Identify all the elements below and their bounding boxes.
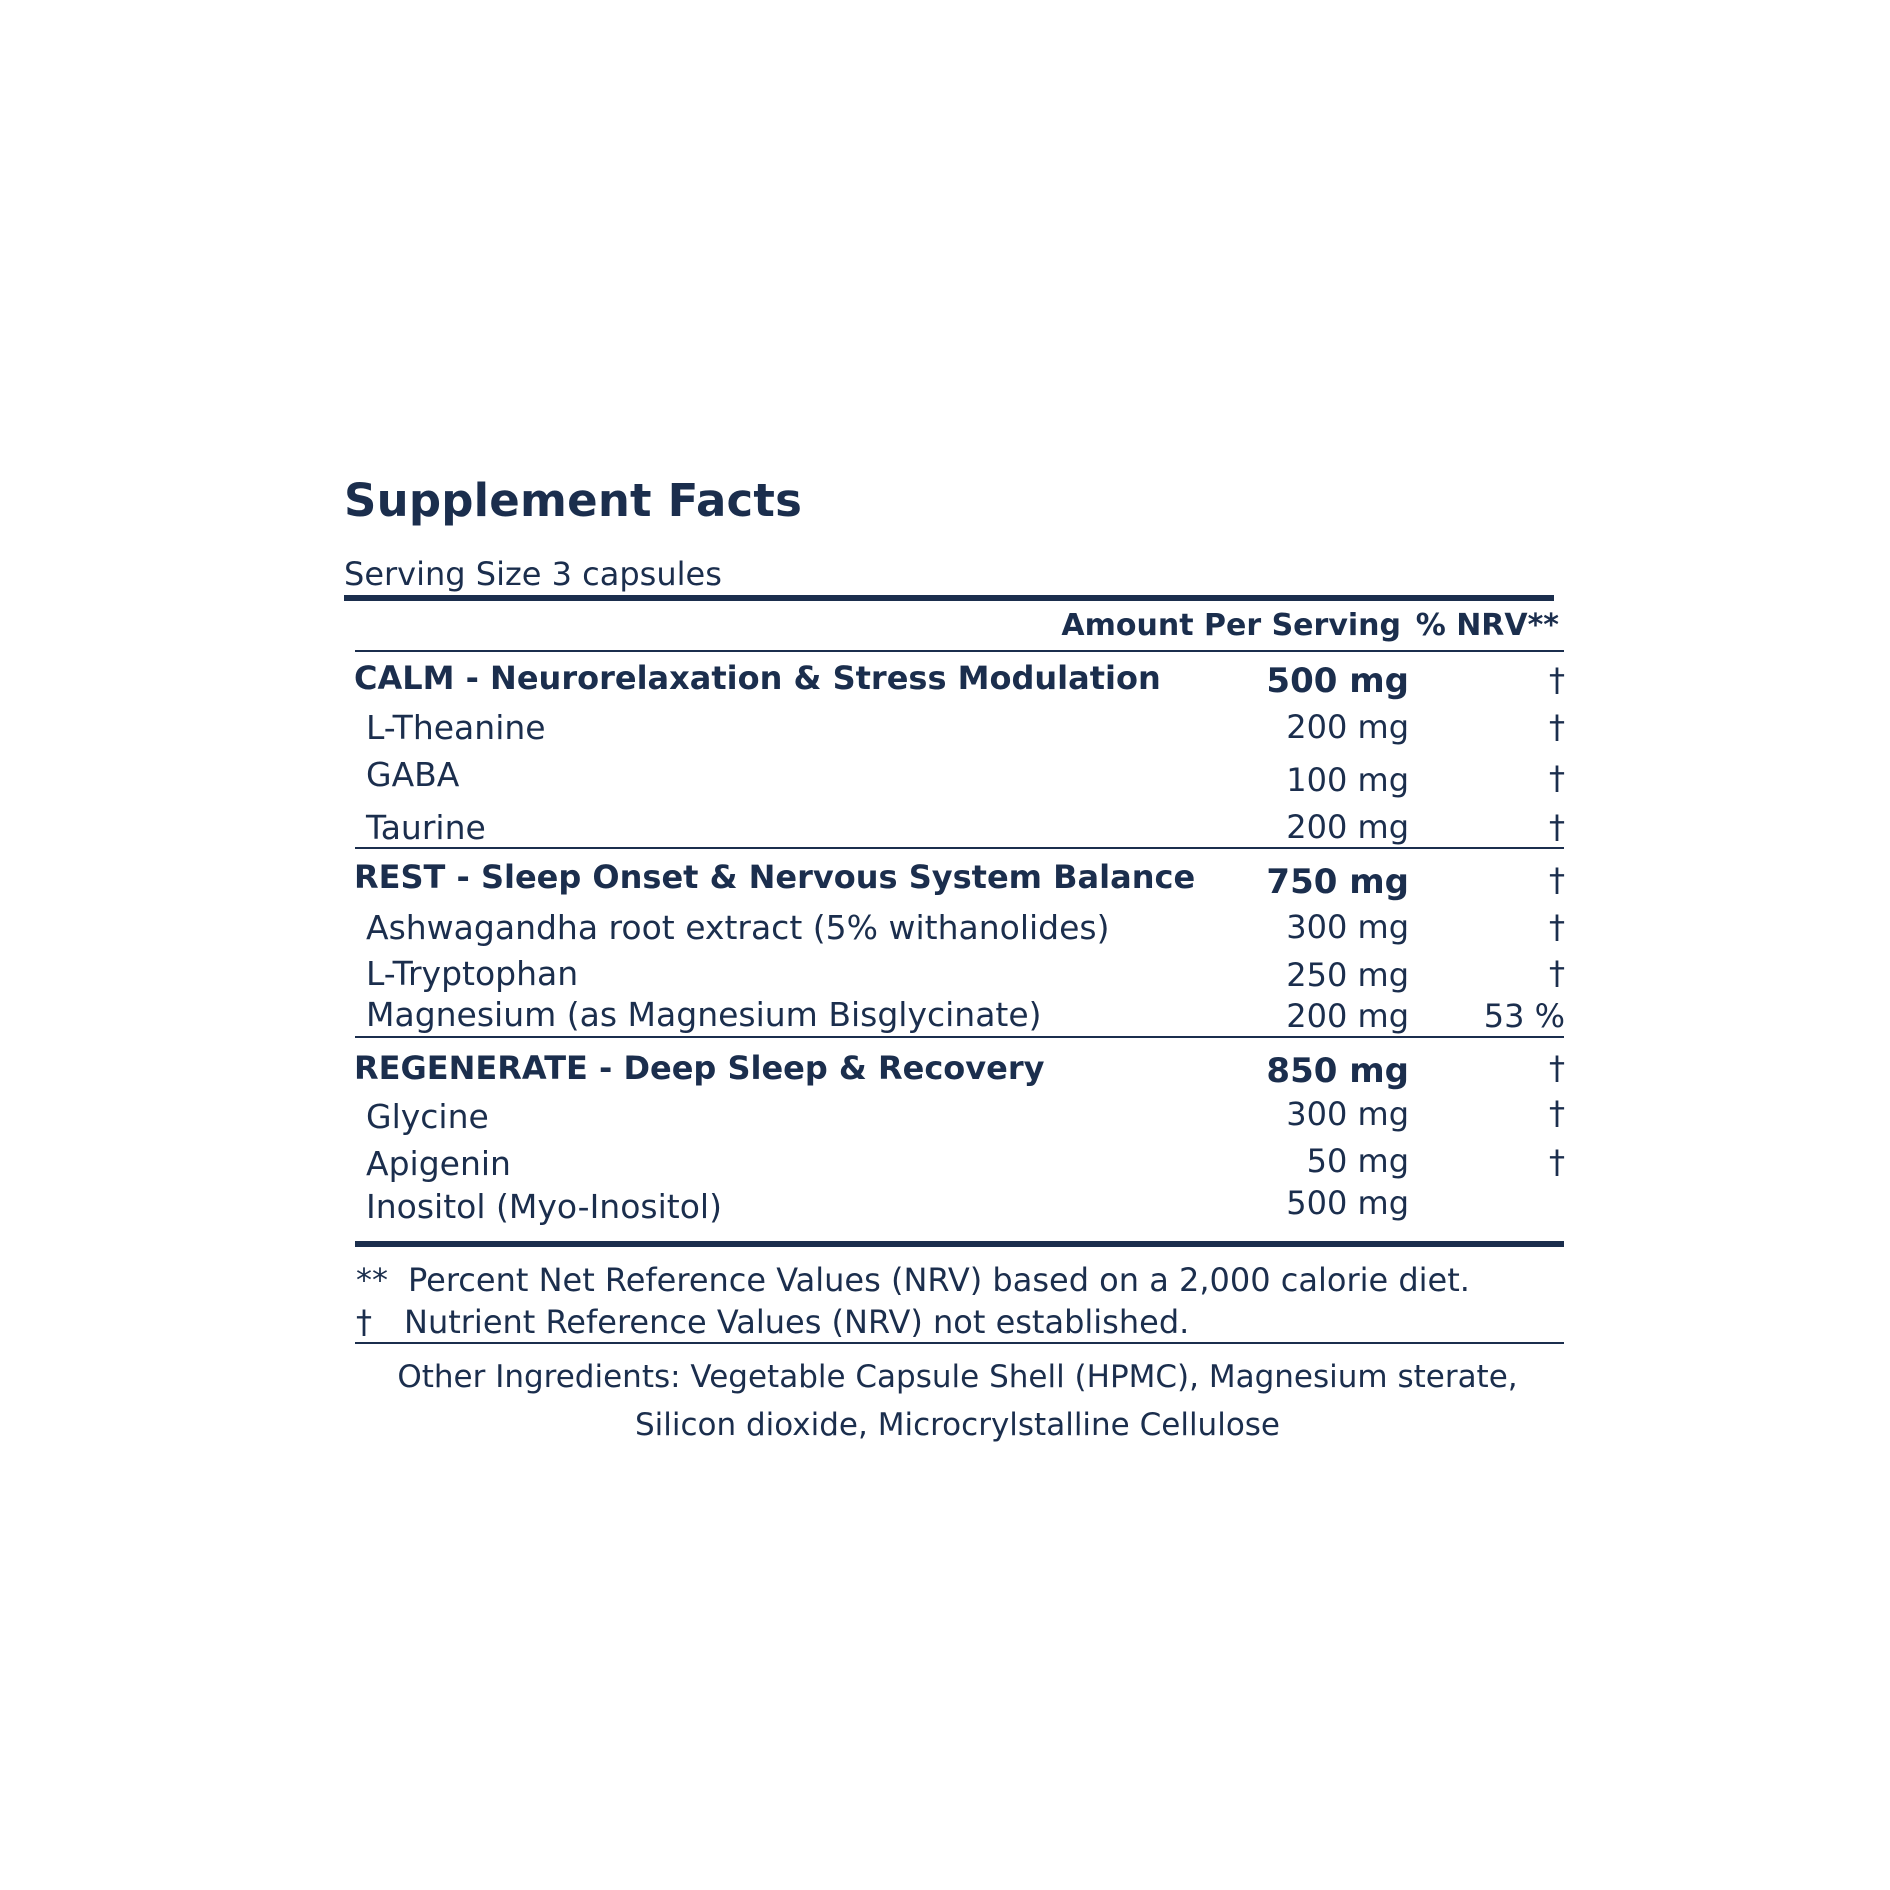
footnote-rule	[355, 1342, 1564, 1344]
ingredient-amount: 50 mg	[1306, 1142, 1409, 1180]
other-ingredients-line-1: Other Ingredients: Vegetable Capsule Shell (HPMC), Magnesium sterate,	[397, 1359, 1518, 1395]
ingredient-name: L-Tryptophan	[366, 954, 579, 993]
top-thick-rule	[344, 595, 1554, 601]
ingredient-amount: 250 mg	[1286, 956, 1409, 994]
amount-per-serving-header: Amount Per Serving	[1061, 608, 1401, 643]
ingredient-amount: 200 mg	[1286, 708, 1409, 746]
ingredient-nrv: †	[1549, 808, 1565, 846]
header-rule	[355, 650, 1564, 652]
nrv-header: % NRV**	[1415, 608, 1559, 643]
ingredient-amount: 200 mg	[1286, 997, 1409, 1035]
group-nrv: †	[1549, 1049, 1565, 1087]
ingredient-amount: 300 mg	[1286, 908, 1409, 946]
group-nrv: †	[1549, 861, 1565, 899]
footnote-mark: †	[356, 1303, 372, 1341]
group-name: REST - Sleep Onset & Nervous System Balance	[354, 858, 1196, 896]
footnote-text: Percent Net Reference Values (NRV) based on a 2,000 calorie diet.	[408, 1261, 1470, 1299]
group-divider	[355, 847, 1564, 849]
ingredient-amount: 100 mg	[1286, 761, 1409, 799]
footnote-text: Nutrient Reference Values (NRV) not established.	[404, 1303, 1190, 1341]
ingredient-nrv: 53 %	[1483, 997, 1565, 1035]
bottom-thick-rule	[355, 1241, 1564, 1247]
ingredient-nrv: †	[1549, 908, 1565, 946]
footnote-not-established	[356, 1303, 1190, 1341]
ingredient-nrv: †	[1549, 1143, 1565, 1181]
group-amount: 750 mg	[1266, 862, 1409, 902]
group-name: CALM - Neurorelaxation & Stress Modulation	[354, 659, 1161, 697]
ingredient-name: L-Theanine	[366, 708, 546, 747]
ingredient-name: Ashwagandha root extract (5% withanolides)	[366, 908, 1110, 947]
ingredient-name: Glycine	[366, 1097, 489, 1136]
group-nrv: †	[1549, 661, 1565, 699]
ingredient-name: GABA	[366, 755, 460, 794]
ingredient-nrv: †	[1549, 1094, 1565, 1132]
ingredient-name: Inositol (Myo-Inositol)	[366, 1187, 722, 1226]
group-amount: 500 mg	[1266, 661, 1409, 701]
footnote-nrv-basis	[356, 1261, 1470, 1299]
other-ingredients-line-2: Silicon dioxide, Microcrylstalline Cellulose	[634, 1407, 1281, 1443]
serving-size: Serving Size 3 capsules	[344, 555, 722, 593]
ingredient-amount: 500 mg	[1286, 1184, 1409, 1222]
ingredient-amount: 200 mg	[1286, 808, 1409, 846]
group-name: REGENERATE - Deep Sleep & Recovery	[354, 1049, 1045, 1087]
ingredient-name: Apigenin	[366, 1144, 511, 1183]
panel-title: Supplement Facts	[344, 474, 803, 527]
ingredient-name: Magnesium (as Magnesium Bisglycinate)	[366, 995, 1042, 1034]
footnote-mark: **	[356, 1261, 388, 1299]
group-amount: 850 mg	[1266, 1051, 1409, 1091]
ingredient-nrv: †	[1549, 759, 1565, 797]
ingredient-nrv: †	[1549, 708, 1565, 746]
ingredient-nrv: †	[1549, 954, 1565, 992]
ingredient-name: Taurine	[366, 808, 486, 847]
group-divider	[355, 1036, 1564, 1038]
ingredient-amount: 300 mg	[1286, 1095, 1409, 1133]
